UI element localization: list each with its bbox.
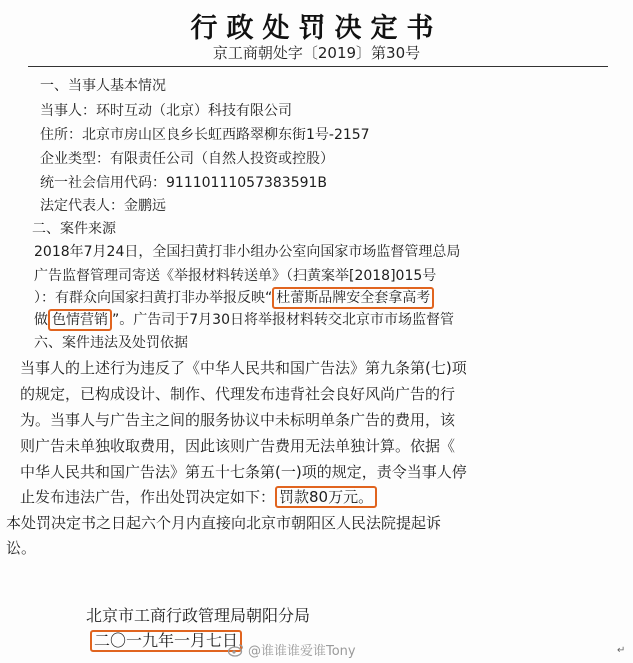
- section2-line3-text: ）：有群众向国家扫黄打非办举报反映“: [34, 290, 273, 306]
- section2-line3: [34, 287, 434, 309]
- section6-para6: [20, 486, 377, 508]
- section6-heading: 六、案件违法及处罚依据: [34, 335, 188, 351]
- party-address: 住所：北京市房山区良乡长虹西路翠柳东街1号-2157: [40, 127, 370, 143]
- section2-line1: 2018年7月24日，全国扫黄打非小组办公室向国家市场监督管理总局: [34, 244, 461, 260]
- legal-representative: 法定代表人：金鹏远: [40, 198, 166, 214]
- highlight-fine-amount: 罚款80万元。: [275, 486, 377, 508]
- highlight-erotic-marketing: 色情营销: [48, 309, 112, 331]
- document-title: 行政处罚决定书: [190, 13, 443, 44]
- section1-heading: 一、当事人基本情况: [40, 78, 166, 94]
- return-mark: ↵: [617, 645, 626, 656]
- section6-para6-text: 止发布违法广告，作出处罚决定如下：: [20, 488, 276, 506]
- document-number: 京工商朝处字〔2019〕第30号: [212, 44, 421, 62]
- party-name: 当事人：环时互动（北京）科技有限公司: [40, 103, 292, 119]
- section2-line4-prefix: 做: [34, 312, 48, 328]
- header-divider: [28, 66, 608, 67]
- credit-code: 统一社会信用代码：91110111057383591B: [40, 175, 328, 191]
- appeal-line1: 本处罚决定书之日起六个月内直接向北京市朝阳区人民法院提起诉: [6, 514, 442, 532]
- section2-heading: 二、案件来源: [32, 221, 116, 237]
- weibo-icon: [228, 643, 244, 657]
- section2-line4-text: ”。广告司于7月30日将举报材料转交北京市市场监督管: [112, 312, 454, 328]
- appeal-line2: 讼。: [6, 539, 37, 557]
- weibo-watermark: [228, 640, 356, 659]
- watermark-text: @谁谁谁爱谁Tony: [248, 644, 356, 659]
- section6-para5: 中华人民共和国广告法》第五十七条第(一)项的规定，责令当事人停: [20, 463, 467, 481]
- section2-line2: 广告监督管理司寄送《举报材料转送单》（扫黄案举[2018]015号: [34, 268, 437, 284]
- section6-para3: 为。当事人与广告主之间的服务协议中未标明单条广告的费用，该: [20, 411, 456, 429]
- section6-para2: 的规定，已构成设计、制作、代理发布违背社会良好风尚广告的行: [20, 385, 456, 403]
- highlight-brand-marketing: 杜蕾斯品牌安全套拿高考: [272, 287, 434, 309]
- company-type: 企业类型：有限责任公司（自然人投资或控股）: [40, 151, 334, 167]
- highlight-issue-date: 二〇一九年一月七日: [90, 630, 242, 652]
- issuing-authority: 北京市工商行政管理局朝阳分局: [86, 606, 311, 625]
- section6-para4: 则广告未单独收取费用，因此该则广告费用无法单独计算。依据《: [20, 437, 456, 455]
- issue-date: [90, 630, 242, 652]
- section2-line4: [34, 309, 454, 331]
- section6-para1: 当事人的上述行为违反了《中华人民共和国广告法》第九条第(七)项: [20, 359, 467, 377]
